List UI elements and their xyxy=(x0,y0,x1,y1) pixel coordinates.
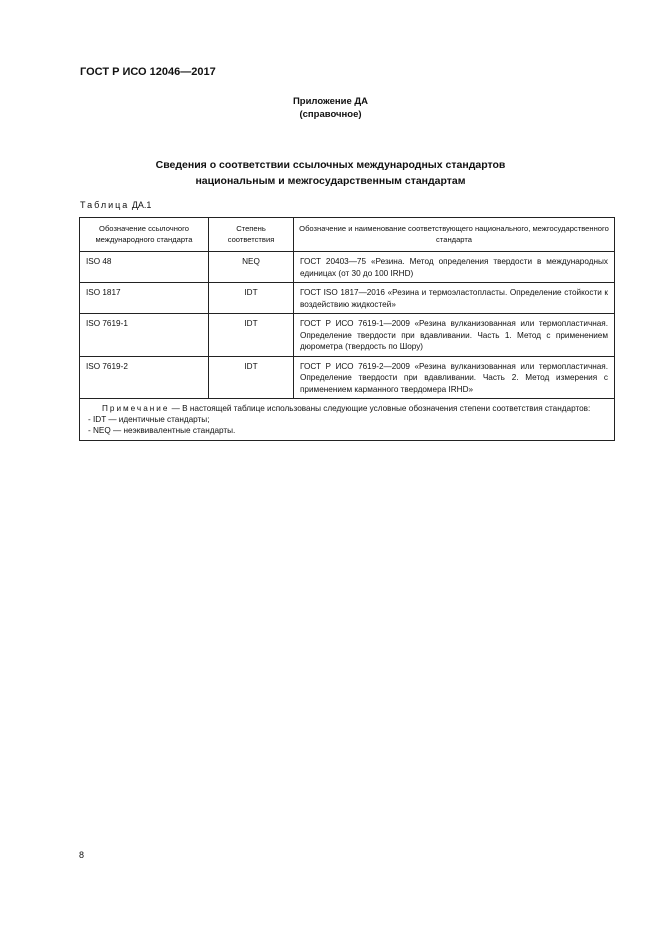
cell-national: ГОСТ Р ИСО 7619-1—2009 «Резина вулканизованная или термопластичная. Определение твердости при вдавливании. Часть 1. Метод с применением дюрометра (твердость по Шору) xyxy=(294,314,615,357)
table-header-row xyxy=(80,218,615,252)
table-note-row xyxy=(80,399,615,441)
cell-degree: IDT xyxy=(209,314,294,357)
table-caption-prefix: Таблица xyxy=(80,200,130,210)
table-row xyxy=(80,314,615,357)
cell-code: ISO 1817 xyxy=(80,283,209,314)
annex-heading xyxy=(0,95,661,121)
section-title-line1: Сведения о соответствии ссылочных международных стандартов xyxy=(155,159,506,171)
cell-code: ISO 7619-1 xyxy=(80,314,209,357)
header-degree: Степень соответствия xyxy=(209,218,294,252)
note-text: — В настоящей таблице использованы следующие условные обозначения степени соответствия стандартов: xyxy=(171,404,591,413)
note-label: Примечание xyxy=(102,404,170,413)
document-code-header: ГОСТ Р ИСО 12046—2017 xyxy=(80,66,216,78)
table-row xyxy=(80,356,615,399)
table-caption-number: ДА.1 xyxy=(131,200,152,210)
annex-title: Приложение ДА xyxy=(292,96,369,107)
cell-degree: IDT xyxy=(209,283,294,314)
standards-correspondence-table xyxy=(79,217,615,441)
note-item-neq: - NEQ — неэквивалентные стандарты. xyxy=(88,426,236,435)
section-title-line2: национальным и межгосударственным стандартам xyxy=(195,175,466,187)
note-intro xyxy=(88,403,608,414)
table-row xyxy=(80,252,615,283)
cell-code: ISO 7619-2 xyxy=(80,356,209,399)
annex-subtitle: (справочное) xyxy=(299,109,362,120)
cell-degree: NEQ xyxy=(209,252,294,283)
cell-code: ISO 48 xyxy=(80,252,209,283)
page-number: 8 xyxy=(79,850,85,860)
header-national: Обозначение и наименование соответствующего национального, межгосударственного стандарта xyxy=(294,218,615,252)
section-title xyxy=(0,157,661,189)
cell-degree: IDT xyxy=(209,356,294,399)
header-code: Обозначение ссылочного международного стандарта xyxy=(80,218,209,252)
cell-national: ГОСТ Р ИСО 7619-2—2009 «Резина вулканизованная или термопластичная. Определение твердости при вдавливании. Часть 2. Метод измерения с применением карманного твердомера IRHD» xyxy=(294,356,615,399)
table-note xyxy=(80,399,615,441)
table-caption xyxy=(80,200,151,210)
note-item-idt: - IDT — идентичные стандарты; xyxy=(88,415,210,424)
cell-national: ГОСТ 20403—75 «Резина. Метод определения твердости в международных единицах (от 30 до 100 IRHD) xyxy=(294,252,615,283)
table-row xyxy=(80,283,615,314)
cell-national: ГОСТ ISO 1817—2016 «Резина и термоэластопласты. Определение стойкости к воздействию жидкостей» xyxy=(294,283,615,314)
